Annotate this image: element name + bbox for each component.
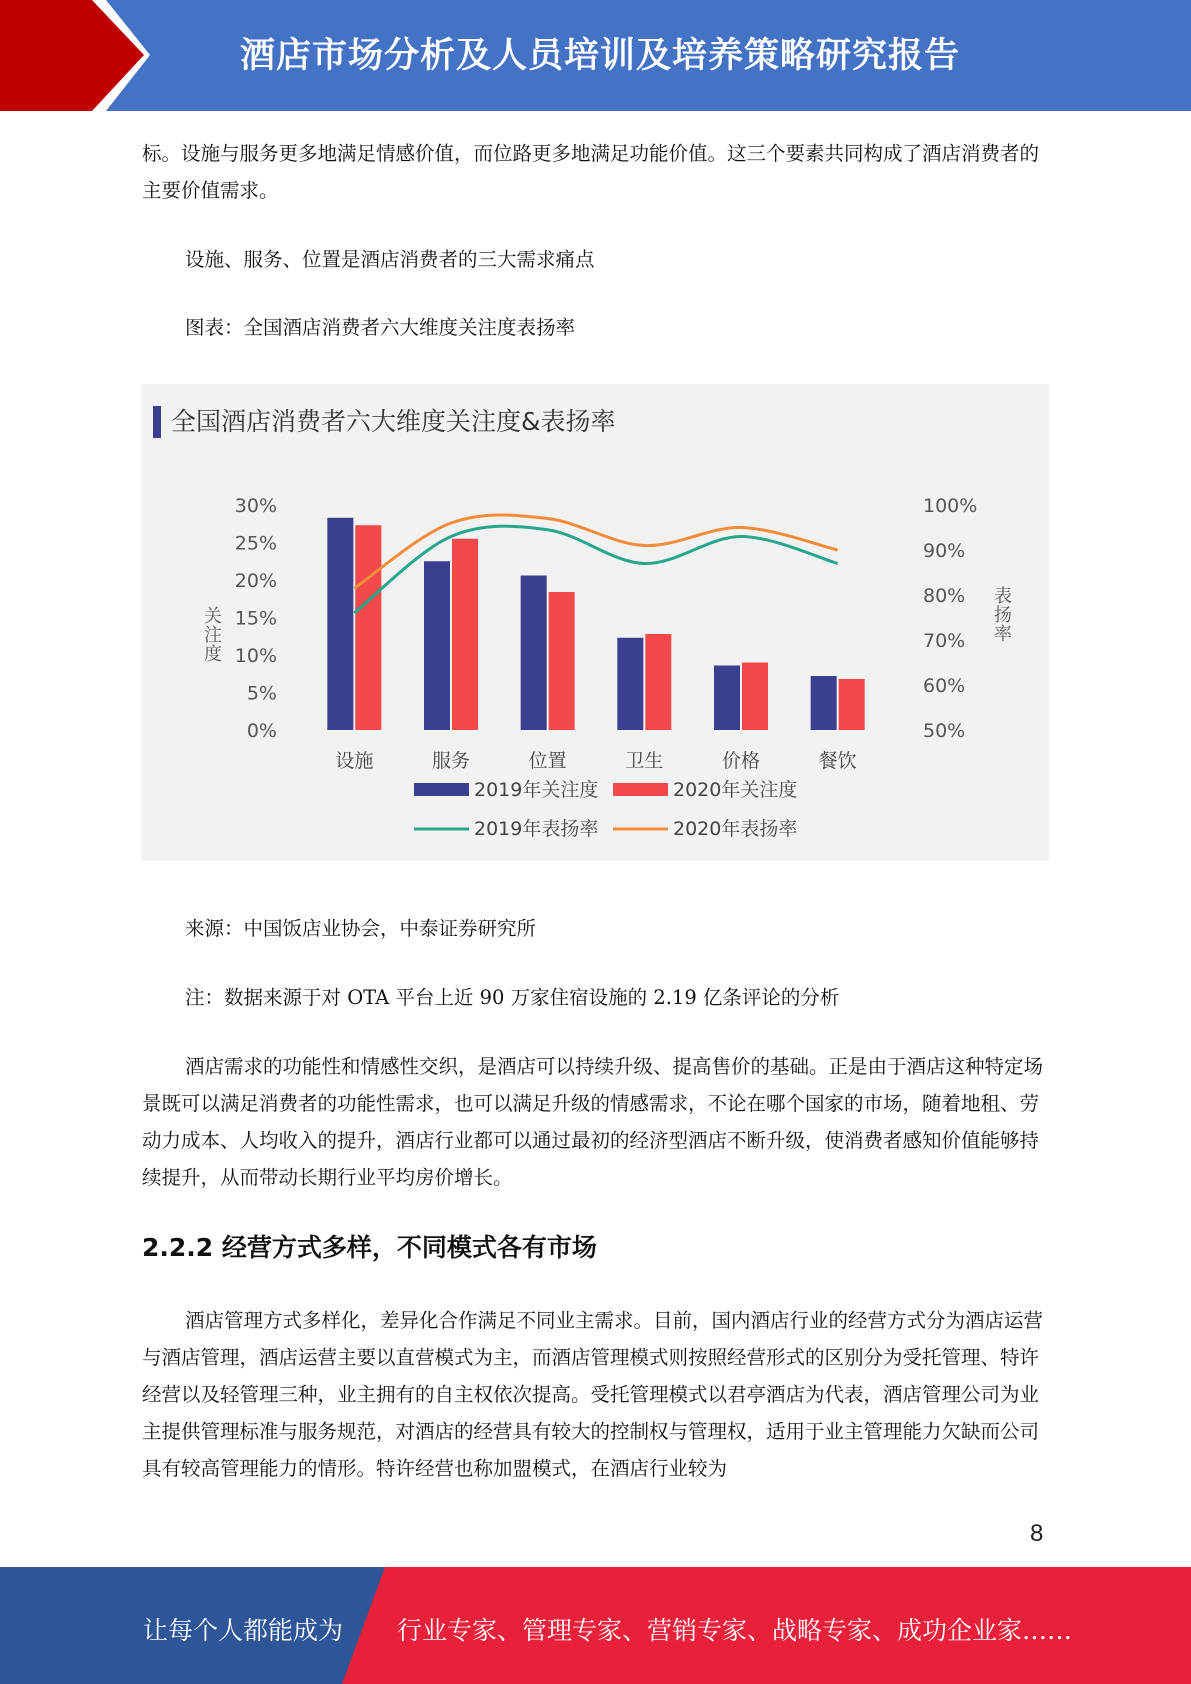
chart-title: 全国酒店消费者六大维度关注度&表扬率 [171, 407, 616, 436]
bar-2020-attention [549, 592, 575, 730]
document-title: 酒店市场分析及人员培训及培养策略研究报告 [240, 36, 961, 76]
y-tick-label: 25% [234, 532, 277, 555]
y2-tick-label: 80% [923, 585, 966, 607]
bar-2019-attention [327, 518, 353, 730]
y2-tick-label: 100% [923, 495, 978, 517]
y2-axis-label-char: 扬 [994, 605, 1012, 626]
page-footer [0, 1567, 1191, 1684]
y-tick-label: 20% [234, 570, 277, 592]
y-tick-label: 15% [234, 607, 277, 630]
bar-2020-attention [355, 525, 381, 730]
x-tick-label: 卫生 [625, 750, 664, 772]
bar-2019-attention [424, 561, 450, 730]
section-heading: 2.2.2 经营方式多样，不同模式各有市场 [142, 1233, 597, 1262]
x-tick-label: 位置 [528, 750, 567, 772]
y-axis-label-char: 注 [204, 625, 222, 646]
page-number: 8 [1030, 1520, 1044, 1547]
bar-2020-attention [452, 539, 478, 730]
paragraph-1: 标。设施与服务更多地满足情感价值，而位路更多地满足功能价值。这三个要素共同构成了酒店消费者的主要价值需求。 [142, 142, 1040, 202]
y2-axis-label-char: 率 [994, 624, 1012, 645]
paragraph-4: 酒店需求的功能性和情感性交织，是酒店可以持续升级、提高售价的基础。正是由于酒店这种特定场景既可以满足消费者的功能性需求，也可以满足升级的情感需求，不论在哪个国家的市场，随着地租、劳动力成本、人均收入的提升，酒店行业都可以通过最初的经济型酒店不断升级，使消费者感知价值能够持续提升，从而带动长期行业平均房价增长。 [142, 1055, 1044, 1189]
legend-label: 2019年表扬率 [474, 818, 599, 840]
y2-tick-label: 70% [923, 630, 966, 652]
legend-swatch [414, 783, 469, 796]
footer-slogan-left: 让每个人都能成为 [143, 1616, 344, 1645]
bar-2020-attention [645, 634, 671, 730]
bar-2020-attention [742, 663, 768, 731]
y-tick-label: 30% [234, 495, 277, 517]
source-note: 来源：中国饭店业协会，中泰证券研究所 [185, 917, 537, 940]
y-axis-label-char: 度 [204, 644, 222, 665]
x-tick-label: 餐饮 [818, 750, 857, 772]
y2-tick-label: 90% [923, 540, 966, 562]
y-tick-label: 5% [246, 682, 277, 705]
legend-label: 2020年关注度 [673, 779, 798, 801]
x-tick-label: 服务 [431, 750, 471, 772]
legend-label: 2020年表扬率 [673, 818, 798, 840]
y2-tick-label: 50% [923, 720, 966, 742]
legend-label: 2019年关注度 [474, 779, 599, 801]
page-header [0, 0, 1191, 111]
x-tick-label: 设施 [335, 750, 374, 772]
bar-2019-attention [714, 666, 740, 731]
paragraph-5: 酒店管理方式多样化，差异化合作满足不同业主需求。目前，国内酒店行业的经营方式分为酒店运营与酒店管理，酒店运营主要以直营模式为主，而酒店管理模式则按照经营形式的区别分为受托管理、特许经营以及轻管理三种，业主拥有的自主权依次提高。受托管理模式以君亭酒店为代表，酒店管理公司为业主提供管理标准与服务规范，对酒店的经营具有较大的控制权与管理权，适用于业主管理能力欠缺而公司具有较高管理能力的情形。特许经营也称加盟模式，在酒店行业较为 [142, 1309, 1044, 1480]
y-tick-label: 10% [234, 645, 277, 667]
bar-2019-attention [617, 638, 643, 730]
data-note: 注：数据来源于对 OTA 平台上近 90 万家住宿设施的 2.19 亿条评论的分析 [185, 986, 840, 1009]
y2-tick-label: 60% [923, 675, 966, 697]
y2-axis-label-char: 表 [994, 586, 1012, 607]
figure-caption: 图表：全国酒店消费者六大维度关注度表扬率 [185, 316, 576, 339]
chart-figure [141, 384, 1049, 861]
chart-plot [141, 384, 1049, 861]
bar-2019-attention [521, 576, 547, 731]
bar-2020-attention [839, 679, 865, 730]
legend-swatch [613, 783, 668, 796]
y-tick-label: 0% [246, 720, 277, 742]
footer-slogan-right: 行业专家、管理专家、营销专家、战略专家、成功企业家…… [397, 1616, 1073, 1645]
bar-2019-attention [811, 676, 837, 730]
x-tick-label: 价格 [721, 750, 761, 772]
paragraph-2: 设施、服务、位置是酒店消费者的三大需求痛点 [185, 248, 595, 271]
y-axis-label-char: 关 [204, 606, 222, 627]
